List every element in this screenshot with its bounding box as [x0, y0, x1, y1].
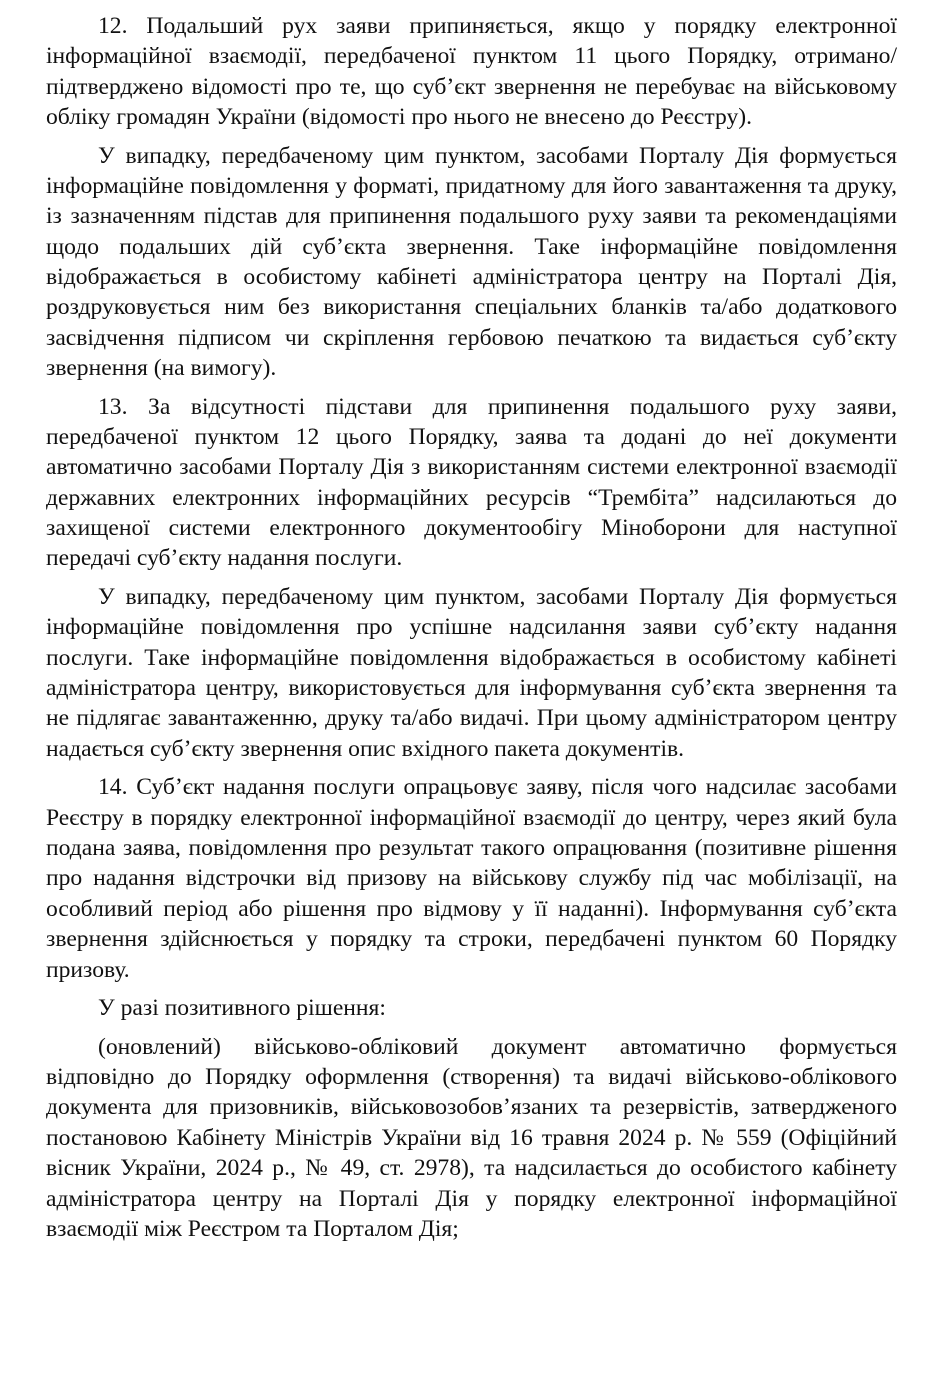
paragraph-military-document: (оновлений) військово-обліковий документ автоматично формується відповідно до Порядку оформлення (створення) та видачі військово-облікового документа для призовників, військовозобов’язаних та резервістів, затвердженого постановою Кабінету Міністрів України від 16 травня 2024 р. № 559 (Офіційний вісник України, 2024 р., № 49, ст. 2978), та надсилається до особистого кабінету адміністратора центру на Порталі Дія у порядку електронної інформаційної взаємодії між Реєстром та Порталом Дія; — [46, 1033, 897, 1242]
paragraph-item-12-notice: У випадку, передбаченому цим пунктом, засобами Порталу Дія формується інформаційне повідомлення у форматі, придатному для його завантаження та друку, із зазначенням підстав для припинення подальшого руху заяви та рекомендаціями щодо подальших дій суб’єкта звернення. Таке інформаційне повідомлення відображається в особистому кабінеті адміністратора центру на Порталі Дія, роздруковується ним без використання спеціальних бланків та/або додаткового засвідчення підписом чи скріплення гербовою печаткою та видається суб’єкту звернення (на вимогу). — [46, 142, 897, 382]
paragraph-item-13-notice: У випадку, передбаченому цим пунктом, засобами Порталу Дія формується інформаційне повідомлення про успішне надсилання заяви суб’єкту надання послуги. Таке інформаційне повідомлення відображається в особистому кабінеті адміністратора центру, використовується для інформування суб’єкта звернення та не підлягає завантаженню, друку та/або видачі. При цьому адміністратором центру надається суб’єкту звернення опис вхідного пакета документів. — [46, 584, 897, 762]
paragraph-positive-decision: У разі позитивного рішення: — [98, 995, 386, 1022]
paragraph-item-14: 14. Суб’єкт надання послуги опрацьовує заяву, після чого надсилає засобами Реєстру в порядку електронної інформаційної взаємодії до центру, через який була подана заява, повідомлення про результат такого опрацювання (позитивне рішення про надання відстрочки від призову на військову службу під час мобілізації, на особливий період або рішення про відмову у її наданні). Інформування суб’єкта звернення здійснюється у порядку та строки, передбачені пунктом 60 Порядку призову. — [46, 774, 897, 983]
document-page — [46, 11, 897, 1244]
paragraph-item-12: 12. Подальший рух заяви припиняється, якщо у порядку електронної інформаційної взаємодії, передбаченої пунктом 11 цього Порядку, отримано/підтверджено відомості про те, що суб’єкт звернення не перебуває на військовому обліку громадян України (відомості про нього не внесено до Реєстру). — [46, 13, 897, 131]
paragraph-item-13: 13. За відсутності підстави для припинення подальшого руху заяви, передбаченої пунктом 12 цього Порядку, заява та додані до неї документи автоматично засобами Порталу Дія з використанням системи електронної взаємодії державних електронних інформаційних ресурсів “Трембіта” надсилаються до захищеної системи електронного документообігу Міноборони для наступної передачі суб’єкту надання послуги. — [46, 393, 897, 572]
